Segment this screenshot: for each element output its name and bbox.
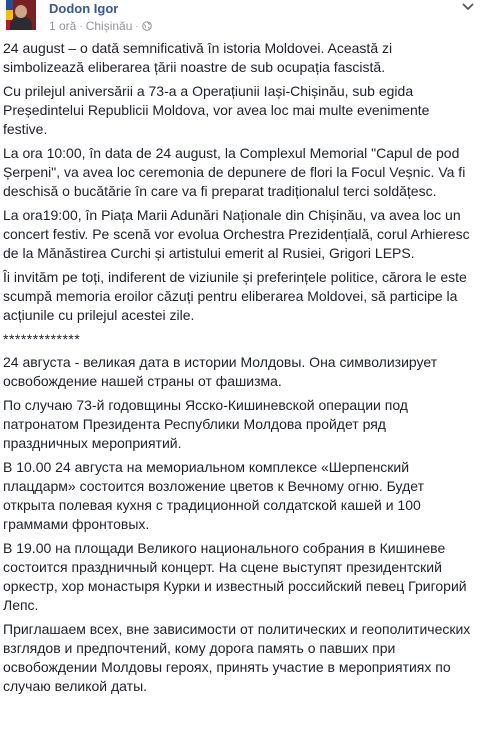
separator-line: ************* — [3, 331, 81, 347]
post-paragraph: La ora 10:00, în data de 24 august, la Complexul Memorial "Capul de pod Șerpeni", va avea loc ceremonia de depunere de flori la Focul Veșnic. Va fi deschisă o bucătărie în care va fi preparat tradiționalul terci soldățesc. — [3, 145, 466, 199]
post-paragraph: Приглашаем всех, вне зависимости от политических и геополитических взглядов и предпочтений, кому дорога память о павших при освобождении Молдовы героях, принять участие в мероприятиях по случаю великой даты. — [3, 621, 471, 694]
post-time[interactable]: 1 oră — [49, 19, 77, 33]
post-paragraph: Cu prilejul aniversării a 73-a a Operațiunii Iași-Chișinău, sub egida Președintelui Republicii Moldova, vor avea loc mai multe evenimente festive. — [3, 83, 430, 137]
post-location[interactable]: Chișinău — [85, 19, 133, 33]
post-paragraph: La ora19:00, în Piața Marii Adunări Naționale din Chișinău, va avea loc un concert festiv. Pe scenă vor evolua Orchestra Prezidențială, corul Arhieresc de la Mănăstirea Curchi și artistului emerit al Rusiei, Grigori LEPS. — [3, 207, 470, 261]
post-paragraph: В 19.00 на площади Великого национального собрания в Кишиневе состоится праздничный концерт. На сцене выступят президентский оркестр, хор монастыря Курки и известный российский певец Григорий Лепс. — [3, 540, 467, 613]
post-meta — [49, 19, 152, 33]
post-paragraph: Îi invităm pe toți, indiferent de viziunile și preferințele politice, cărora le este scumpă memoria eroilor căzuți pentru eliberarea Moldovei, să participe la acțiunile cu prilejul acestei zile. — [3, 269, 467, 323]
avatar-body — [10, 17, 32, 30]
post-paragraph: 24 августа - великая дата в истории Молдовы. Она символизирует освобождение нашей страны от фашизма. — [3, 354, 438, 389]
post-paragraph: 24 august – o dată semnificativă în istoria Moldovei. Această zi simbolizează eliberarea țării noastre de sub ocupația fascistă. — [3, 40, 393, 75]
avatar[interactable] — [6, 0, 36, 30]
post-paragraph: В 10.00 24 августа на мемориальном комплексе «Шерпенский плацдарм» состоится возложение цветов к Вечному огню. Будет открыта полевая кухня с традиционной солдатской кашей и 100 граммами фронтовых. — [3, 459, 424, 532]
globe-icon[interactable] — [142, 21, 152, 31]
separator-dot: · — [79, 20, 83, 32]
post-header — [0, 0, 485, 40]
post-paragraph: По случаю 73-й годовщины Ясско-Кишиневской операции под патронатом Президента Республики Молдова пройдет ряд праздничных мероприятий. — [3, 397, 408, 451]
post-body — [3, 39, 473, 701]
author-name[interactable]: Dodon Igor — [49, 1, 119, 16]
chevron-down-icon[interactable] — [461, 2, 475, 12]
avatar-head — [15, 5, 27, 18]
separator-dot: · — [135, 20, 139, 32]
